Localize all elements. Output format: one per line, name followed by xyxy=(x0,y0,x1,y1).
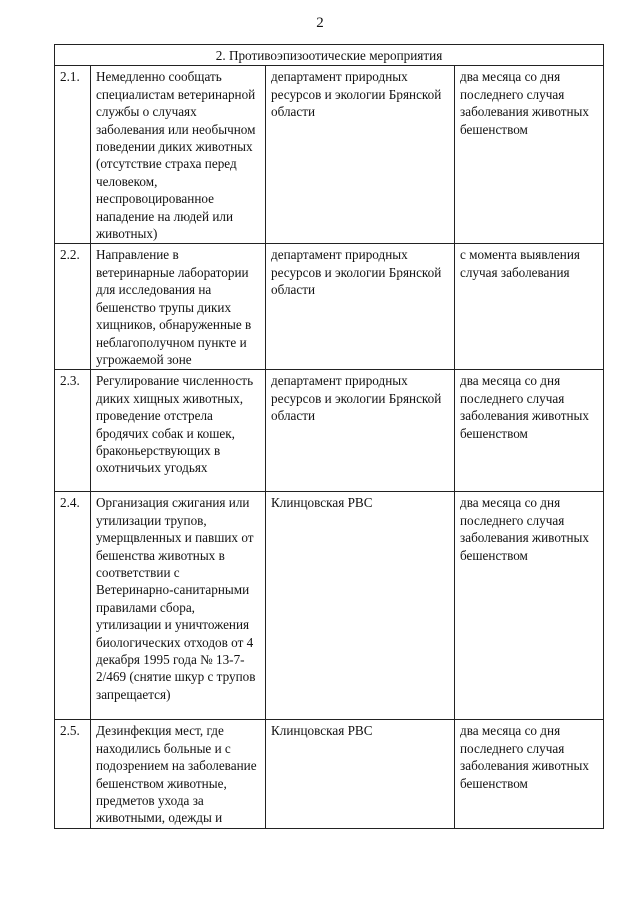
table-row xyxy=(55,244,604,370)
page-number: 2 xyxy=(316,15,324,31)
section-header-row xyxy=(55,45,604,66)
table-row xyxy=(55,66,604,244)
measures-table xyxy=(54,44,604,829)
table-row xyxy=(55,370,604,492)
term-text: с момента выявления случая заболевания xyxy=(455,244,604,370)
item-number: 2.2. xyxy=(55,244,91,370)
responsible-text: Клинцовская РВС xyxy=(266,492,455,720)
measure-text: Дезинфекция мест, где находились больные и с подозрением на заболевание бешенством животные, предметов ухода за животными, одежды и xyxy=(91,720,266,828)
measure-text: Немедленно сообщать специалистам ветеринарной службы о случаях заболевания или необычном поведении диких животных (отсутствие страха перед человеком, неспровоцированное нападение на людей или животных) xyxy=(91,66,266,244)
responsible-text: департамент природных ресурсов и экологии Брянской области xyxy=(266,66,455,244)
item-number: 2.5. xyxy=(55,720,91,828)
responsible-text: департамент природных ресурсов и экологии Брянской области xyxy=(266,244,455,370)
table-row xyxy=(55,720,604,828)
term-text: два месяца со дня последнего случая заболевания животных бешенством xyxy=(455,720,604,828)
measure-text: Организация сжигания или утилизации трупов, умерщвленных и павших от бешенства животных в соответствии с Ветеринарно-санитарными правилами сбора, утилизации и уничтожения биологических отходов от 4 декабря 1995 года № 13-7-2/469 (снятие шкур с трупов запрещается) xyxy=(91,492,266,720)
section-title: 2. Противоэпизоотические мероприятия xyxy=(55,45,604,66)
item-number: 2.1. xyxy=(55,66,91,244)
responsible-text: Клинцовская РВС xyxy=(266,720,455,828)
item-number: 2.4. xyxy=(55,492,91,720)
term-text: два месяца со дня последнего случая заболевания животных бешенством xyxy=(455,370,604,492)
measure-text: Направление в ветеринарные лаборатории для исследования на бешенство трупы диких хищников, обнаруженные в неблагополучном пункте и угрожаемой зоне xyxy=(91,244,266,370)
table-row xyxy=(55,492,604,720)
measure-text: Регулирование численность диких хищных животных, проведение отстрела бродячих собак и кошек, браконьерствующих в охотничьих угодьях xyxy=(91,370,266,492)
term-text: два месяца со дня последнего случая заболевания животных бешенством xyxy=(455,492,604,720)
item-number: 2.3. xyxy=(55,370,91,492)
term-text: два месяца со дня последнего случая заболевания животных бешенством xyxy=(455,66,604,244)
responsible-text: департамент природных ресурсов и экологии Брянской области xyxy=(266,370,455,492)
